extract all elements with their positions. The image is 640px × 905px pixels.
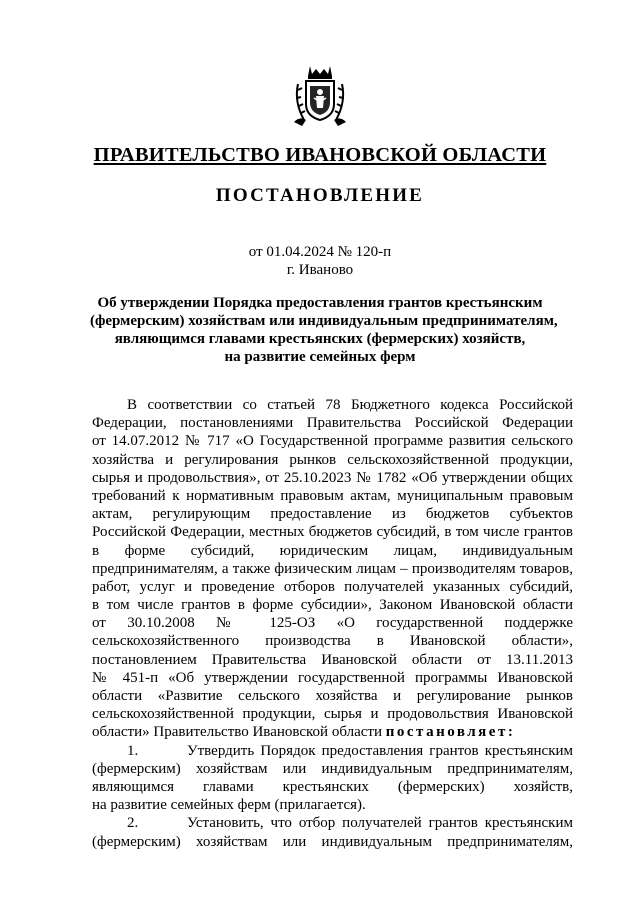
title-line: являющимся главами крестьянских (фермерских) хозяйств, (114, 331, 526, 347)
preamble-line: № 451-п «Об утверждении государственной программы Ивановской (92, 669, 573, 686)
government-name: ПРАВИТЕЛЬСТВО ИВАНОВСКОЙ ОБЛАСТИ (93, 144, 547, 166)
preamble-line: постановлением Правительства Ивановской области от 13.11.2013 (92, 651, 573, 668)
preamble-line: работ, услуг и проведение отборов получателей указанных субсидий, (92, 578, 573, 595)
item-line: (фермерским) хозяйствам или индивидуальным предпринимателям, (92, 833, 573, 850)
preamble-last-line (92, 723, 573, 741)
resolves-word: постановляет: (385, 724, 516, 741)
document-body (92, 396, 573, 851)
item-text: Установить, что отбор получателей грантов крестьянским (187, 815, 573, 832)
city: г. Иваново (286, 262, 354, 278)
preamble-line: сельскохозяйственной продукции, сырья и продовольствия Ивановской (92, 706, 573, 723)
preamble-last-text: области» Правительство Ивановской области (92, 724, 382, 741)
item-text: Утвердить Порядок предоставления грантов крестьянским (187, 742, 573, 759)
item-line: (фермерским) хозяйствам или индивидуальным предпринимателям, (92, 760, 573, 777)
preamble-line: хозяйства и регулирования рынков сельскохозяйственной продукции, (92, 451, 573, 468)
item-number: 1. (127, 742, 139, 759)
preamble-line: В соответствии со статьей 78 Бюджетного кодекса Российской (127, 397, 573, 413)
title-line: Об утверждении Порядка предоставления грантов крестьянским (97, 295, 543, 311)
item-last-line: на развитие семейных ферм (прилагается). (92, 797, 366, 814)
preamble-line: предпринимателям, а также физическим лицам – производителям товаров, (92, 560, 573, 577)
date-and-number-block (0, 243, 640, 279)
document-type: ПОСТАНОВЛЕНИЕ (215, 185, 425, 206)
title-line: на развитие семейных ферм (224, 349, 416, 365)
preamble-line: от 14.07.2012 № 717 «О Государственной программе развития сельского (92, 433, 573, 450)
preamble-line: Федерации, постановлениями Правительства Российской Федерации (92, 415, 573, 432)
preamble-line: требований к нормативным правовым актам, муниципальным правовым (92, 487, 573, 504)
item-1-first-line (92, 742, 573, 760)
date-number: от 01.04.2024 № 120-п (248, 244, 392, 260)
preamble-line: области «Развитие сельского хозяйства и регулирование рынков (92, 688, 573, 704)
preamble-line: от 30.10.2008 № 125-ОЗ «О государственной поддержке (92, 615, 573, 632)
title-line: (фермерским) хозяйствам или индивидуальным предпринимателям, (90, 313, 558, 329)
preamble-line: Российской Федерации, местных бюджетов субсидий, в том числе грантов (92, 524, 573, 541)
item-line: являющимся главами крестьянских (фермерских) хозяйств, (92, 778, 573, 795)
preamble-line: сельскохозяйственного производства в Ивановской области», (92, 633, 573, 650)
item-number: 2. (127, 815, 139, 832)
coat-of-arms-icon (292, 62, 348, 126)
item-2-first-line (92, 814, 573, 832)
document-title (90, 294, 558, 366)
preamble-line: актам, регулирующим предоставление из бюджетов субъектов (92, 506, 573, 523)
preamble-line: в форме субсидий, юридическим лицам, индивидуальным (92, 542, 573, 559)
preamble-line: в том числе грантов в форме субсидии», Законом Ивановской области (92, 597, 573, 614)
preamble-line: сырья и продовольствия», от 25.10.2023 № 1782 «Об утверждении общих (92, 469, 573, 486)
